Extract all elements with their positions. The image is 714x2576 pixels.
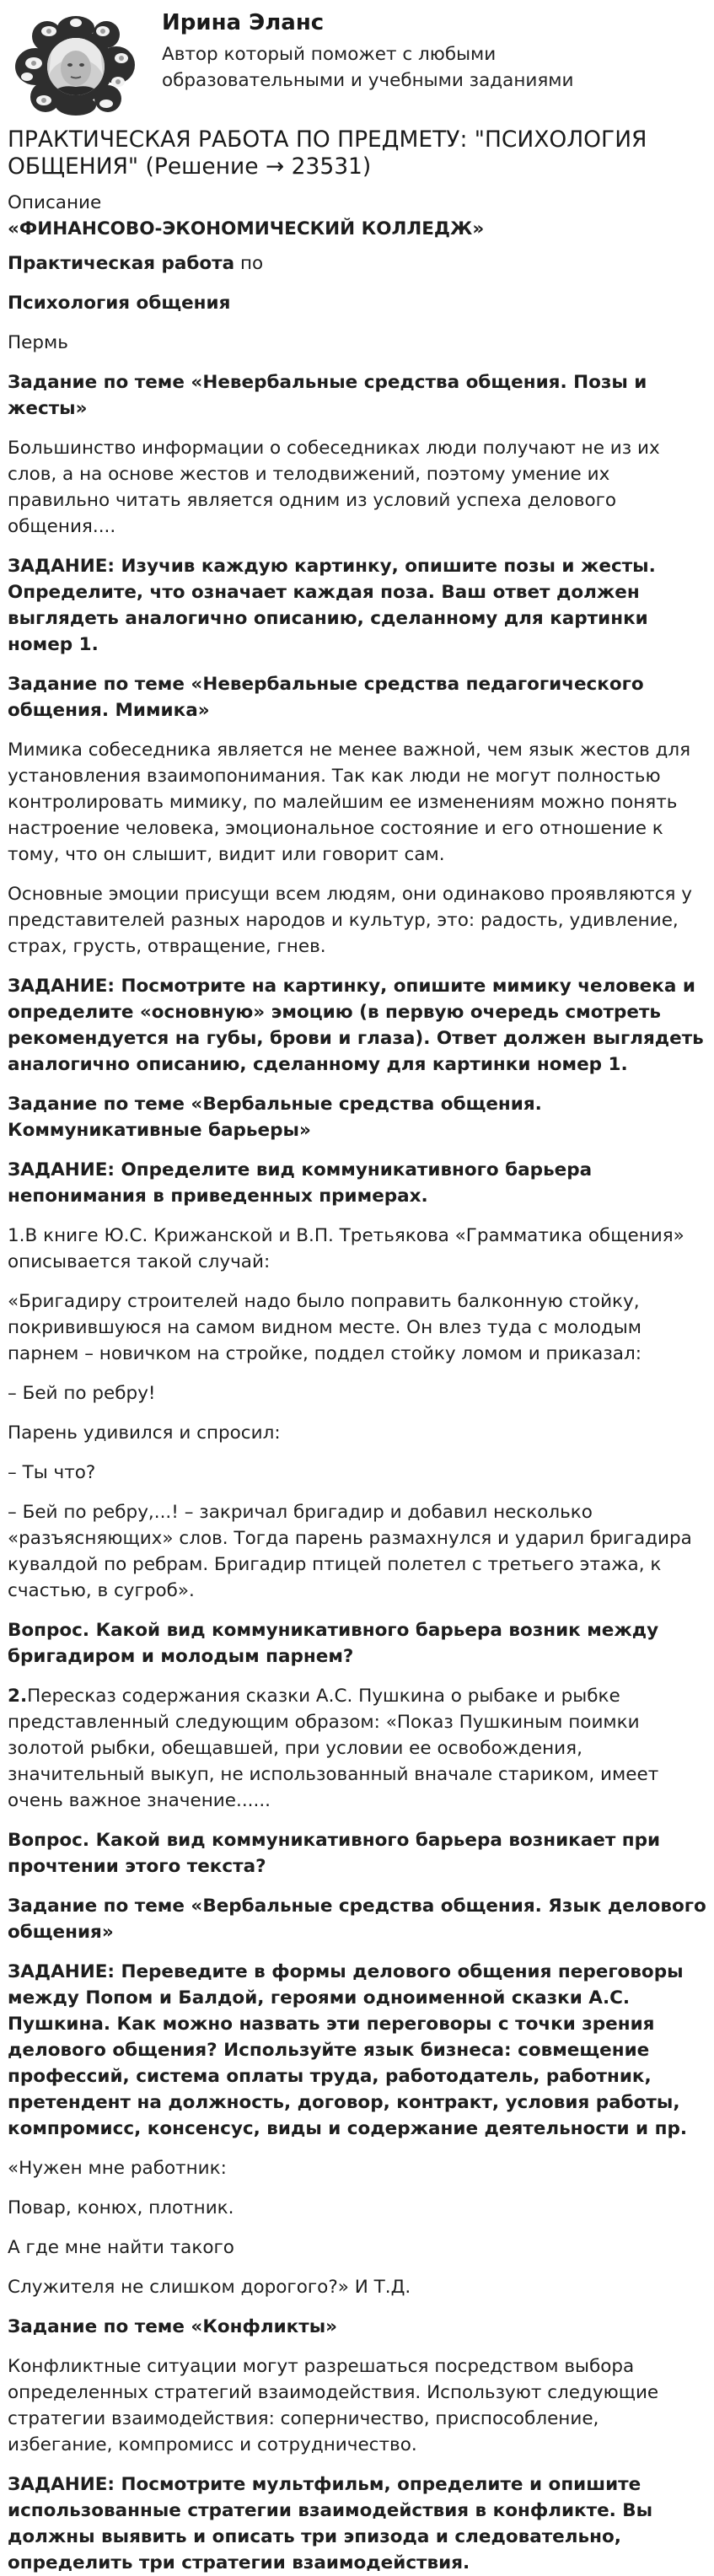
paragraph: ЗАДАНИЕ: Определите вид коммуникативного барьера непонимания в приведенных примерах. (8, 1159, 593, 1207)
description-label: Описание (8, 192, 102, 213)
paragraph: Задание по теме «Невербальные средства педагогического общения. Мимика» (8, 674, 644, 721)
avatar[interactable] (15, 16, 135, 116)
paragraph: Конфликтные ситуации могут разрешаться посредством выбора определенных стратегий взаимодействия. Используют следующие стратегии взаимодействия: соперничество, приспособление, избегание, компромисс и сотрудничество. (8, 2356, 659, 2455)
paragraph: «ФИНАНСОВО-ЭКОНОМИЧЕСКИЙ КОЛЛЕДЖ» (8, 218, 485, 239)
paragraph: Пермь (8, 332, 68, 353)
document-title: ПРАКТИЧЕСКАЯ РАБОТА ПО ПРЕДМЕТУ: "ПСИХОЛОГИЯ ОБЩЕНИЯ" (Решение → 23531) (8, 126, 647, 180)
paragraph: Психология общения (8, 293, 231, 314)
paragraph: ЗАДАНИЕ: Посмотрите мультфильм, определите и опишите использованные стратегии взаимодействия в конфликте. Вы должны выявить и описать три эпизода и следовательно, определить три стратегии взаимодействия. (8, 2474, 653, 2573)
paragraph: Задание по теме «Вербальные средства общения. Коммуникативные барьеры» (8, 1094, 542, 1141)
author-card (8, 0, 706, 126)
paragraph: «Нужен мне работник: (8, 2158, 227, 2179)
paragraph: – Бей по ребру,...! – закричал бригадир и добавил несколько «разъясняющих» слов. Тогда парень размахнулся и ударил бригадира кувалдой по ребрам. Бригадир птицей полетел с третьего этажа, к счастью, в сугроб». (8, 1502, 692, 1601)
paragraph: Задание по теме «Невербальные средства общения. Позы и жесты» (8, 372, 647, 419)
author-name[interactable]: Ирина Эланс (162, 10, 325, 35)
paragraph: Вопрос. Какой вид коммуникативного барьера возникает при прочтении этого текста? (8, 1830, 661, 1877)
author-description: Автор который поможет с любыми образовательными и учебными заданиями (162, 44, 574, 91)
paragraph: Парень удивился и спросил: (8, 1422, 281, 1444)
paragraph: ЗАДАНИЕ: Переведите в формы делового общения переговоры между Попом и Балдой, героями одноименной сказки А.С. Пушкина. Как можно назвать эти переговоры с точки зрения делового общения? Используйте язык бизнеса: совмещение профессий, система оплаты труда, работодатель, работник, претендент на должность, договор, контракт, условия работы, компромисс, консенсус, виды и содержание деятельности и пр. (8, 1961, 688, 2139)
paragraph: Задание по теме «Вербальные средства общения. Язык делового общения» (8, 1896, 706, 1943)
paragraph: Задание по теме «Конфликты» (8, 2316, 338, 2337)
paragraph: Мимика собеседника является не менее важной, чем язык жестов для установления взаимопонимания. Так как люди не могут полностью контролировать мимику, по малейшим ее изменениям можно понять настроение человека, эмоциональное состояние и его отношение к тому, что он слышит, видит или говорит сам. (8, 739, 690, 865)
flower-frame-avatar-icon (15, 16, 135, 116)
paragraph: ЗАДАНИЕ: Изучив каждую картинку, опишите позы и жесты. Определите, что означает каждая поза. Ваш ответ должен выглядеть аналогично описанию, сделанному для картинки номер 1. (8, 556, 656, 655)
paragraph: Большинство информации о собеседниках люди получают не из их слов, а на основе жестов и телодвижений, поэтому умение их правильно читать является одним из условий успеха делового общения.... (8, 438, 660, 537)
paragraph: 2.Пересказ содержания сказки А.С. Пушкина о рыбаке и рыбке представленный следующим образом: «Показ Пушкиным поимки золотой рыбки, обещавшей, при условии ее освобождения, значительный выкуп, не использованный вначале стариком, имеет очень важное значение...... (8, 1686, 659, 1811)
paragraph: «Бригадиру строителей надо было поправить балконную стойку, покривившуюся на самом видном месте. Он влез туда с молодым парнем – новичком на стройке, поддел стойку ломом и приказал: (8, 1291, 642, 1364)
paragraph: А где мне найти такого (8, 2237, 234, 2258)
paragraph: ЗАДАНИЕ: Посмотрите на картинку, опишите мимику человека и определите «основную» эмоцию (в первую очередь смотреть рекомендуется на губы, брови и глаза). Ответ должен выглядеть аналогично описанию, сделанному для картинки номер 1. (8, 976, 704, 1075)
paragraph: Служителя не слишком дорогого?» И Т.Д. (8, 2277, 411, 2298)
paragraph: Вопрос. Какой вид коммуникативного барьера возник между бригадиром и молодым парнем? (8, 1620, 659, 1667)
paragraph: Основные эмоции присущи всем людям, они одинаково проявляются у представителей разных народов и культур, это: радость, удивление, страх, грусть, отвращение, гнев. (8, 884, 693, 957)
paragraph: Повар, конюх, плотник. (8, 2197, 234, 2218)
paragraph: 1.В книге Ю.С. Крижанской и В.П. Третьякова «Грамматика общения» описывается такой случай: (8, 1225, 684, 1272)
paragraph: – Ты что? (8, 1462, 96, 1483)
document-body (8, 216, 706, 2576)
paragraph: – Бей по ребру! (8, 1383, 156, 1404)
paragraph: Практическая работа по (8, 253, 264, 274)
